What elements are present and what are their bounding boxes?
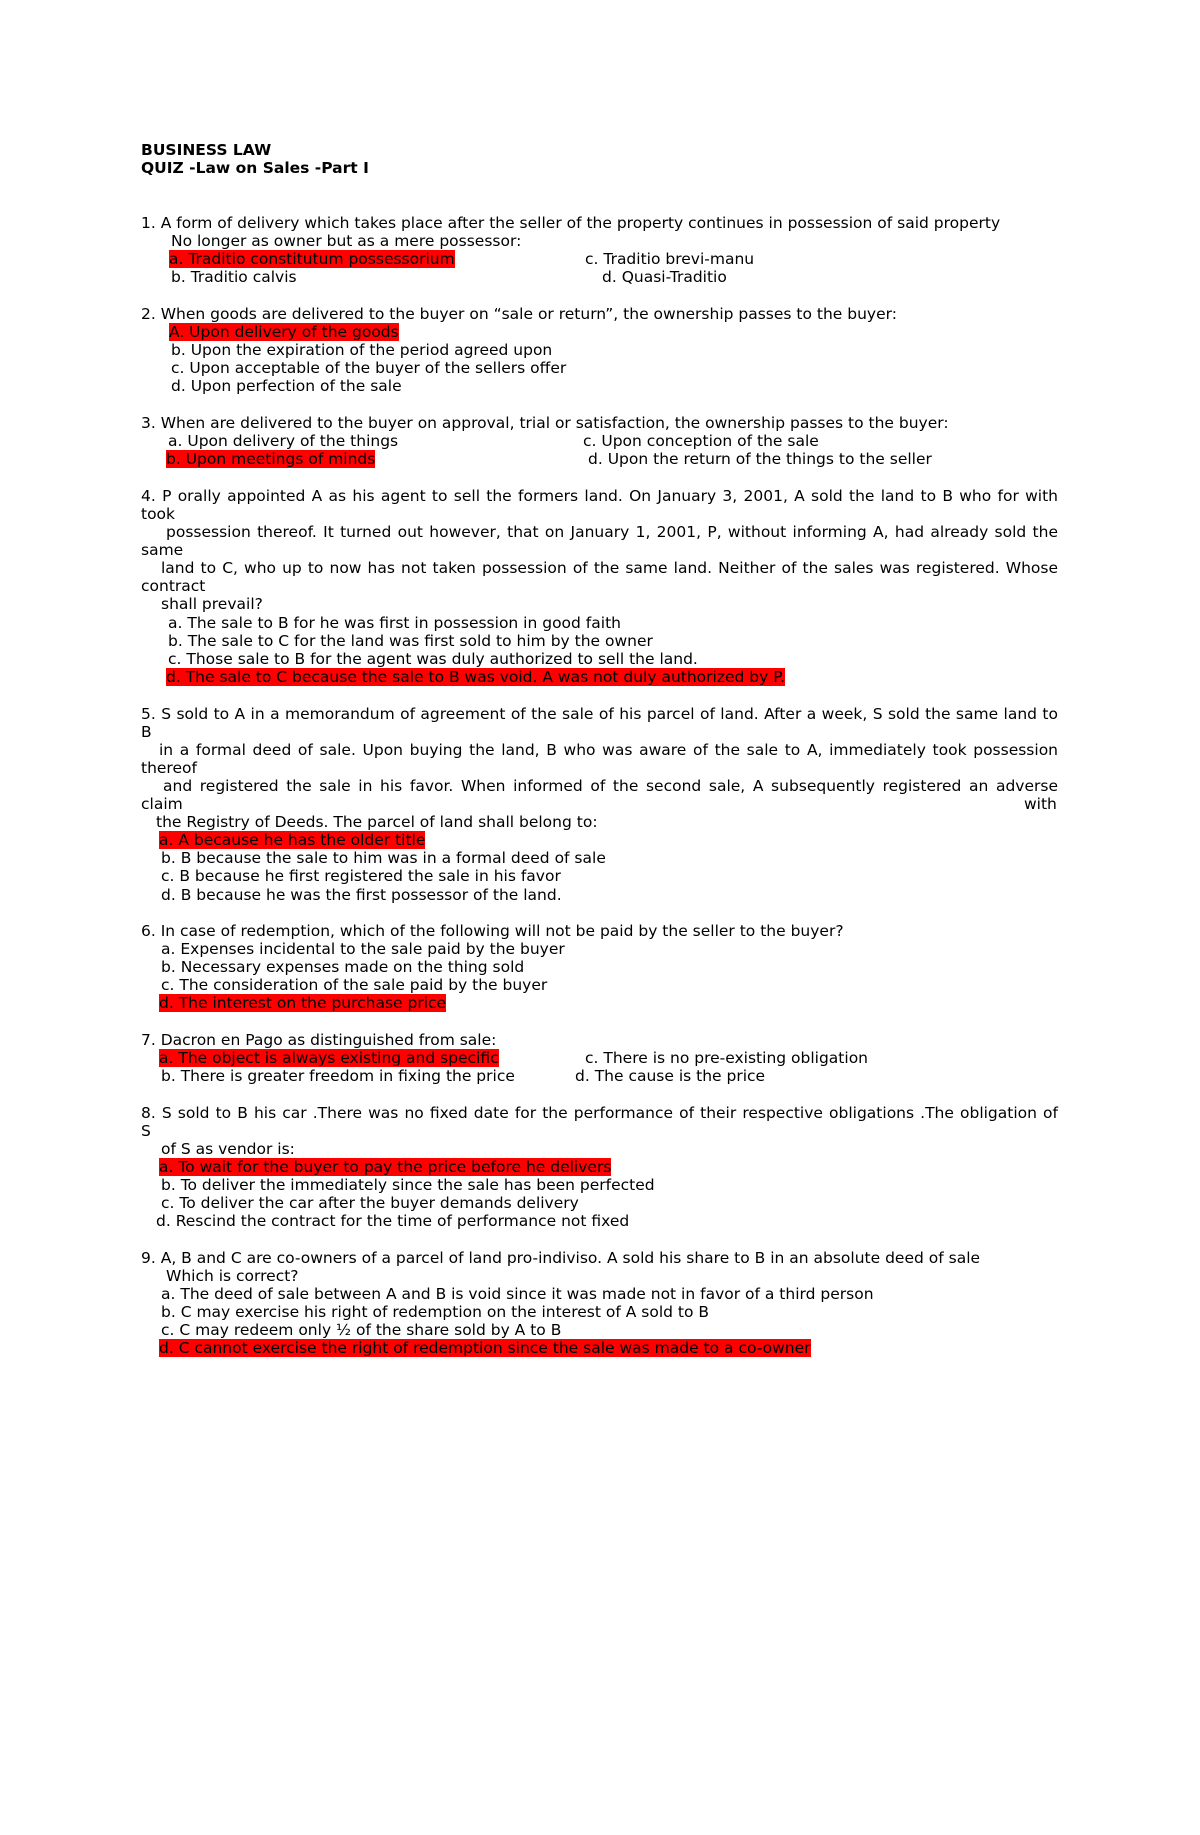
question-5-text: in a formal deed of sale. Upon buying the land, B who was aware of the sale to A, immediately took possession (159, 741, 1058, 759)
question-8-text: S (141, 1122, 151, 1140)
question-5-text: and registered the sale in his favor. When informed of the second sale, A subsequently registered an adverse (163, 777, 1058, 795)
question-3-option-b-answer: b. Upon meetings of minds (166, 450, 376, 468)
question-4-text: contract (141, 577, 206, 595)
question-3-text: 3. When are delivered to the buyer on approval, trial or satisfaction, the ownership passes to the buyer: (141, 414, 949, 432)
question-1-text: No longer as owner but as a mere possessor: (171, 232, 522, 250)
question-8-text: of S as vendor is: (161, 1140, 295, 1158)
question-1-option-c: c. Traditio brevi-manu (585, 250, 755, 268)
question-5-text: thereof (141, 759, 197, 777)
question-9-option-d-answer: d. C cannot exercise the right of redemption since the sale was made to a co-owner (159, 1339, 811, 1357)
question-4-option-a: a. The sale to B for he was first in possession in good faith (168, 614, 621, 632)
question-6-text: 6. In case of redemption, which of the following will not be paid by the seller to the buyer? (141, 922, 844, 940)
document-subtitle: QUIZ -Law on Sales -Part I (141, 159, 369, 177)
question-8-option-c: c. To deliver the car after the buyer demands delivery (161, 1194, 579, 1212)
question-7-option-a-answer: a. The object is always existing and specific (159, 1049, 499, 1067)
question-2-option-a-answer: A. Upon delivery of the goods (169, 323, 399, 341)
question-8-option-a-answer: a. To wait for the buyer to pay the price before he delivers (159, 1158, 612, 1176)
question-4-option-c: c. Those sale to B for the agent was duly authorized to sell the land. (168, 650, 698, 668)
question-8-option-d: d. Rescind the contract for the time of performance not fixed (156, 1212, 630, 1230)
question-2-option-d: d. Upon perfection of the sale (171, 377, 402, 395)
question-2-option-c: c. Upon acceptable of the buyer of the sellers offer (171, 359, 567, 377)
question-7-text: 7. Dacron en Pago as distinguished from sale: (141, 1031, 497, 1049)
question-6-option-d-answer: d. The interest on the purchase price (159, 994, 447, 1012)
question-1-option-b: b. Traditio calvis (171, 268, 297, 286)
question-9-option-c: c. C may redeem only ½ of the share sold by A to B (161, 1321, 562, 1339)
question-8-text: 8. S sold to B his car .There was no fixed date for the performance of their respective obligations .The obligation of (141, 1104, 1058, 1122)
question-9-option-a: a. The deed of sale between A and B is void since it was made not in favor of a third person (161, 1285, 874, 1303)
question-4-option-b: b. The sale to C for the land was first sold to him by the owner (168, 632, 653, 650)
question-5-option-a-answer: a. A because he has the older title (159, 831, 426, 849)
question-8-option-b: b. To deliver the immediately since the sale has been perfected (161, 1176, 655, 1194)
question-4-text: shall prevail? (161, 595, 263, 613)
question-5-text: B (141, 723, 152, 741)
question-2-option-b: b. Upon the expiration of the period agreed upon (171, 341, 553, 359)
question-5-option-d: d. B because he was the first possessor of the land. (161, 886, 562, 904)
question-9-text: Which is correct? (166, 1267, 299, 1285)
question-7-option-d: d. The cause is the price (575, 1067, 766, 1085)
question-5-text: with (1024, 795, 1057, 813)
question-5-option-b: b. B because the sale to him was in a formal deed of sale (161, 849, 606, 867)
question-4-text: took (141, 505, 176, 523)
question-9-option-b: b. C may exercise his right of redemption on the interest of A sold to B (161, 1303, 710, 1321)
question-3-option-a: a. Upon delivery of the things (168, 432, 399, 450)
question-1-text: 1. A form of delivery which takes place after the seller of the property continues in possession of said property (141, 214, 1001, 232)
question-2-text: 2. When goods are delivered to the buyer on “sale or return”, the ownership passes to the buyer: (141, 305, 897, 323)
question-9-text: 9. A, B and C are co-owners of a parcel of land pro-indiviso. A sold his share to B in an absolute deed of sale (141, 1249, 981, 1267)
question-3-option-d: d. Upon the return of the things to the seller (588, 450, 932, 468)
question-6-option-c: c. The consideration of the sale paid by the buyer (161, 976, 548, 994)
question-4-text: land to C, who up to now has not taken possession of the same land. Neither of the sales was registered. Whose (161, 559, 1058, 577)
question-7-option-c: c. There is no pre-existing obligation (585, 1049, 868, 1067)
question-3-option-c: c. Upon conception of the sale (583, 432, 819, 450)
question-7-option-b: b. There is greater freedom in fixing the price (161, 1067, 515, 1085)
question-1-option-a-answer: a. Traditio constitutum possessorium (169, 250, 455, 268)
question-1-option-d: d. Quasi-Traditio (602, 268, 727, 286)
question-5-text: claim (141, 795, 183, 813)
question-5-text: 5. S sold to A in a memorandum of agreement of the sale of his parcel of land. After a week, S sold the same land to (141, 705, 1058, 723)
document-title: BUSINESS LAW (141, 141, 272, 159)
question-4-text: same (141, 541, 184, 559)
question-4-text: possession thereof. It turned out however, that on January 1, 2001, P, without informing A, had already sold the (166, 523, 1058, 541)
question-6-option-b: b. Necessary expenses made on the thing sold (161, 958, 525, 976)
question-4-text: 4. P orally appointed A as his agent to sell the formers land. On January 3, 2001, A sold the land to B who for with (141, 487, 1058, 505)
question-6-option-a: a. Expenses incidental to the sale paid by the buyer (161, 940, 565, 958)
question-5-option-c: c. B because he first registered the sale in his favor (161, 867, 561, 885)
question-4-option-d-answer: d. The sale to C because the sale to B was void. A was not duly authorized by P. (166, 668, 786, 686)
question-5-text: the Registry of Deeds. The parcel of land shall belong to: (156, 813, 598, 831)
